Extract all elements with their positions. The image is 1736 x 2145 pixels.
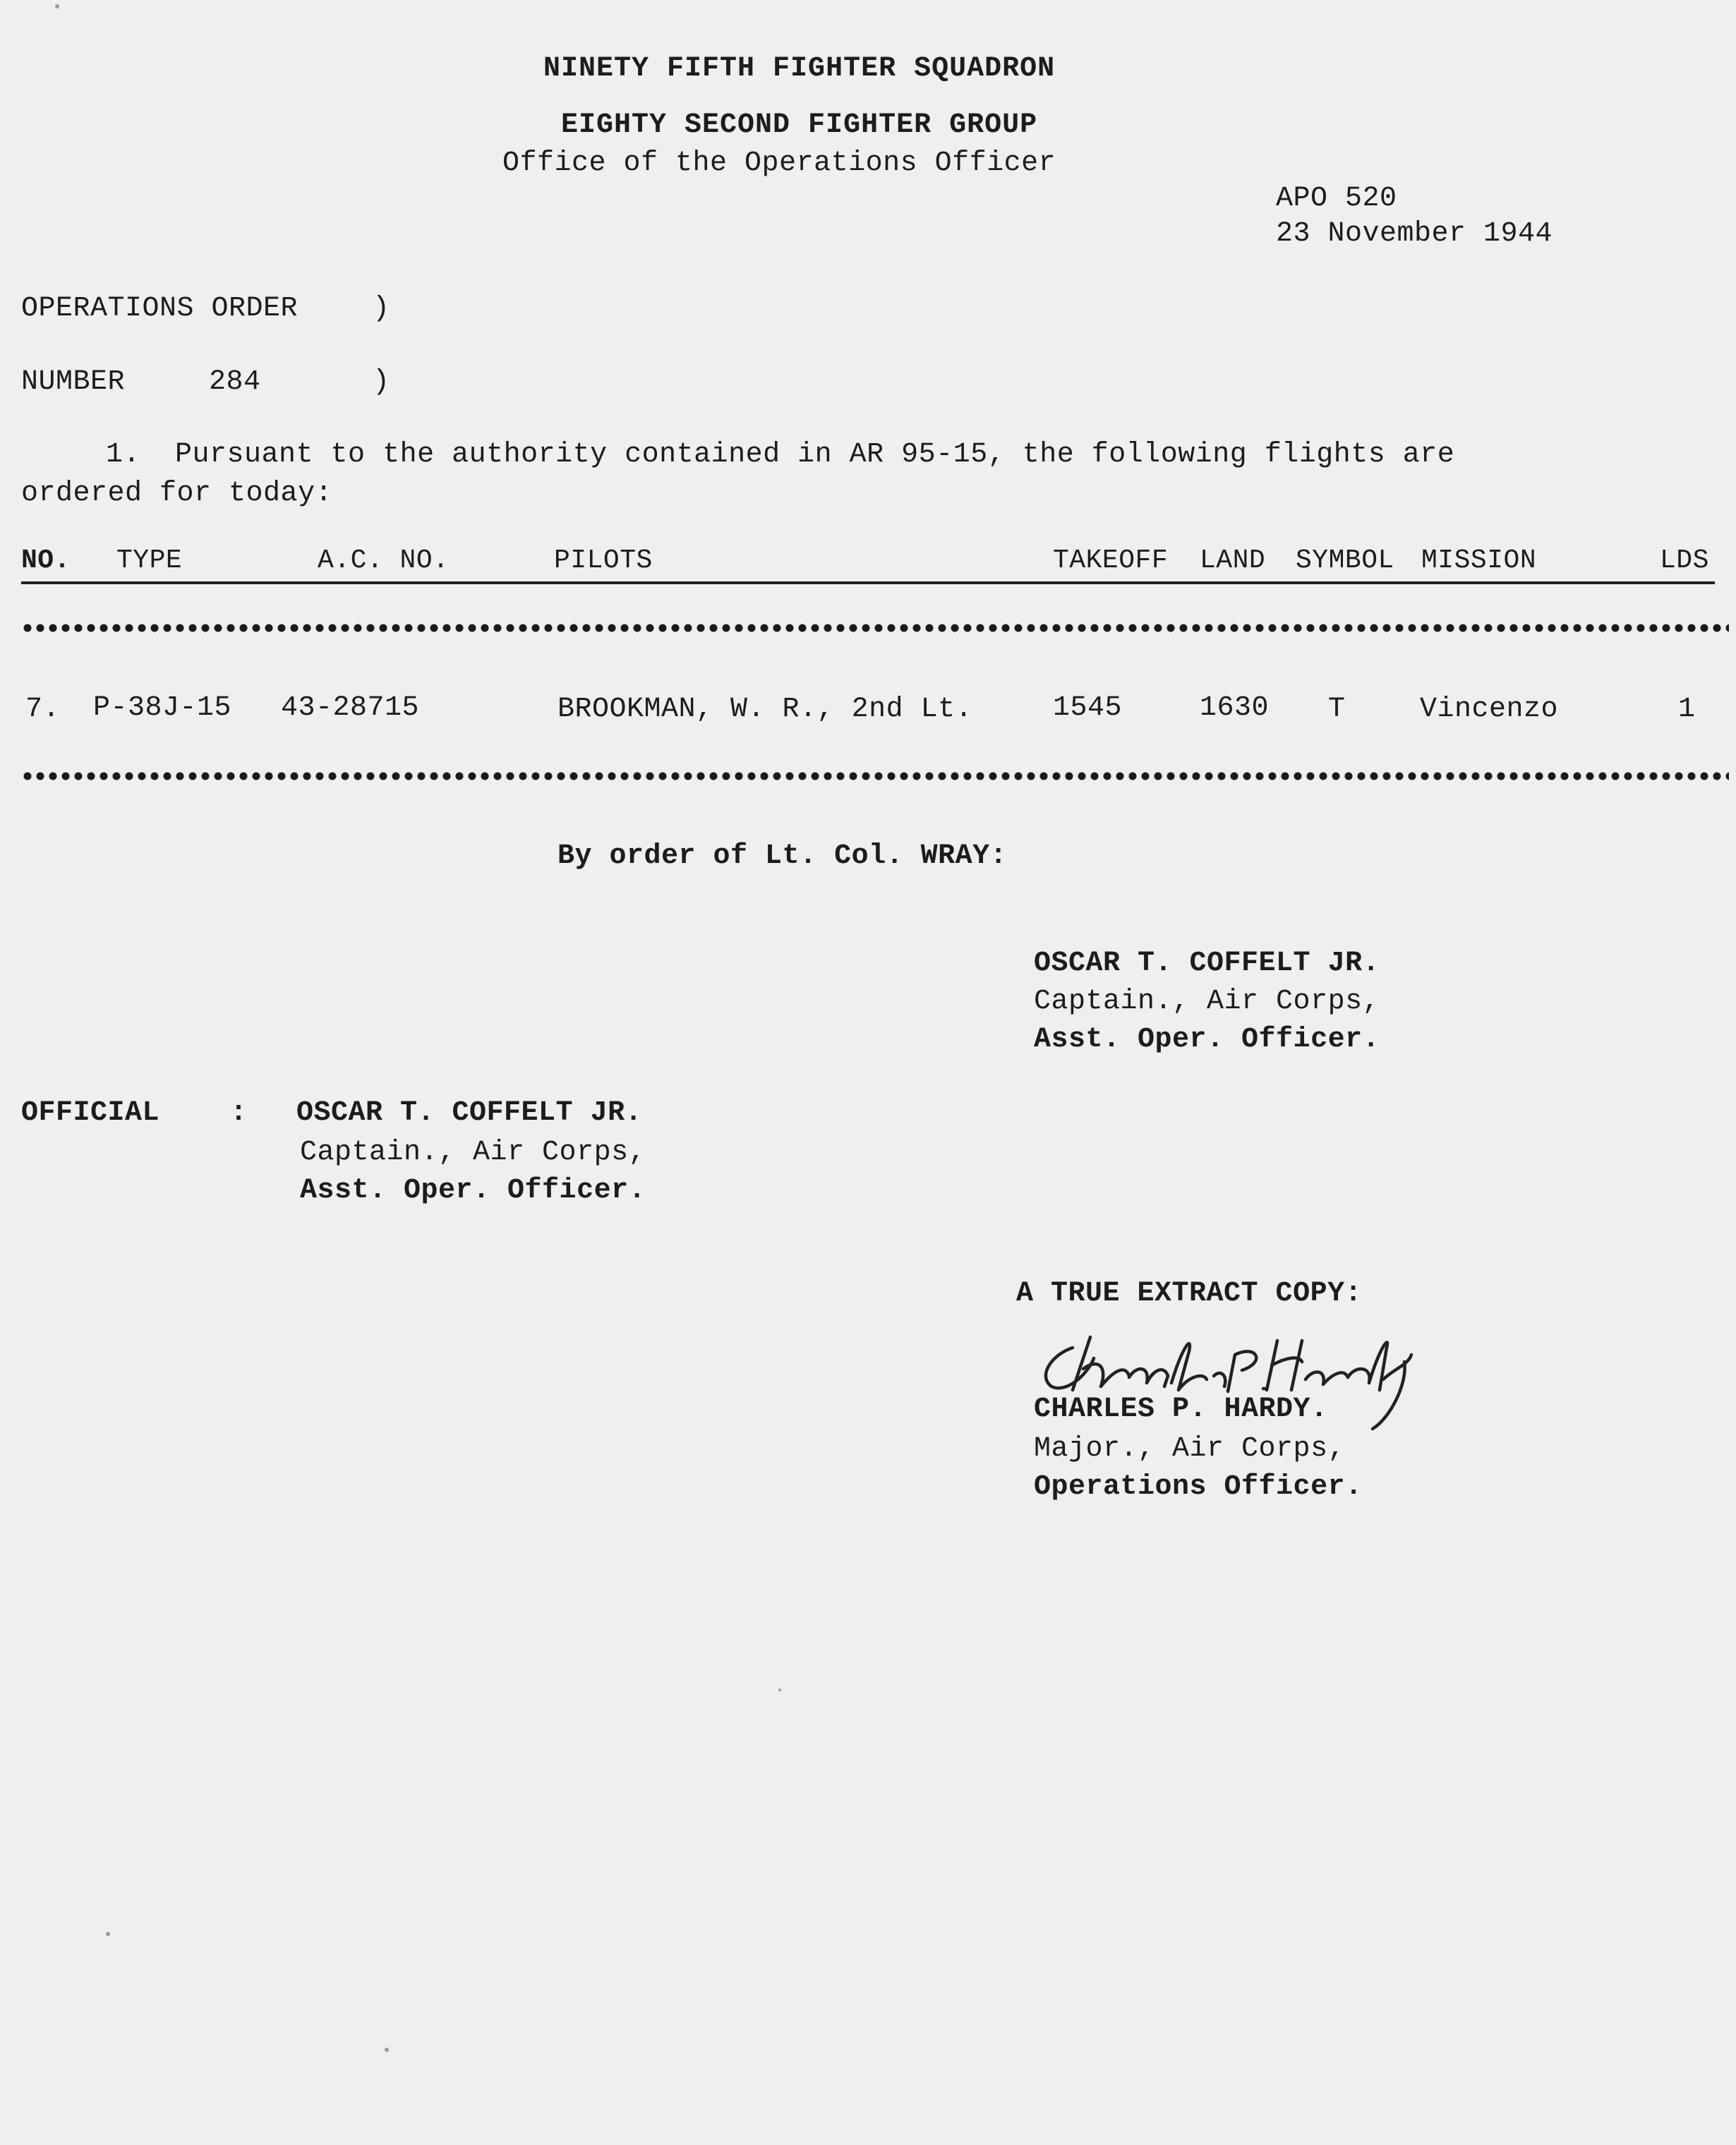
header-line-2: EIGHTY SECOND FIGHTER GROUP bbox=[561, 109, 1038, 141]
official-colon: : bbox=[230, 1097, 248, 1129]
col-header-type: TYPE bbox=[116, 545, 183, 576]
by-order-line: By order of Lt. Col. WRAY: bbox=[557, 840, 1008, 872]
paper-speck bbox=[778, 1688, 781, 1691]
row-no: 7. bbox=[25, 694, 61, 725]
operations-order-paren: ) bbox=[373, 293, 390, 325]
order-number: 284 bbox=[209, 366, 261, 398]
col-header-ac-no: A.C. NO. bbox=[318, 545, 450, 576]
row-land: 1630 bbox=[1200, 692, 1270, 724]
number-label: NUMBER bbox=[21, 366, 126, 398]
apo-number: APO 520 bbox=[1276, 183, 1397, 214]
paragraph-line-2: ordered for today: bbox=[21, 478, 333, 509]
row-takeoff: 1545 bbox=[1053, 692, 1123, 724]
dotted-separator-top bbox=[21, 622, 1729, 634]
number-paren: ) bbox=[373, 366, 390, 398]
row-lds: 1 bbox=[1678, 694, 1696, 725]
col-header-no: NO. bbox=[21, 545, 71, 576]
dotted-separator-bottom bbox=[21, 771, 1729, 782]
table-header-rule bbox=[21, 581, 1715, 584]
paper-speck bbox=[385, 2048, 389, 2052]
official-title: Asst. Oper. Officer. bbox=[300, 1175, 646, 1207]
row-type: P-38J-15 bbox=[93, 692, 232, 724]
true-extract-copy: A TRUE EXTRACT COPY: bbox=[1016, 1278, 1363, 1310]
row-ac-no: 43-28715 bbox=[281, 692, 420, 724]
row-mission: Vincenzo bbox=[1420, 694, 1559, 725]
sig2-title: Operations Officer. bbox=[1034, 1471, 1363, 1503]
sig2-name: CHARLES P. HARDY. bbox=[1034, 1394, 1328, 1425]
row-symbol: T bbox=[1328, 694, 1346, 725]
col-header-symbol: SYMBOL bbox=[1296, 545, 1394, 576]
header-line-1: NINETY FIFTH FIGHTER SQUADRON bbox=[543, 53, 1056, 85]
official-label: OFFICIAL bbox=[21, 1097, 160, 1129]
header-line-3: Office of the Operations Officer bbox=[502, 147, 1056, 179]
col-header-pilots: PILOTS bbox=[554, 545, 653, 576]
col-header-land: LAND bbox=[1200, 545, 1266, 576]
operations-order-label: OPERATIONS ORDER bbox=[21, 293, 299, 325]
col-header-takeoff: TAKEOFF bbox=[1053, 545, 1169, 576]
sig1-title: Asst. Oper. Officer. bbox=[1034, 1024, 1380, 1056]
paper-speck bbox=[55, 4, 59, 8]
sig1-rank: Captain., Air Corps, bbox=[1034, 986, 1380, 1017]
col-header-lds: LDS bbox=[1660, 545, 1709, 576]
sig1-name: OSCAR T. COFFELT JR. bbox=[1034, 948, 1380, 979]
row-pilot: BROOKMAN, W. R., 2nd Lt. bbox=[557, 694, 973, 725]
official-rank: Captain., Air Corps, bbox=[300, 1137, 646, 1168]
document-date: 23 November 1944 bbox=[1276, 218, 1553, 250]
paper-speck bbox=[106, 1932, 110, 1936]
sig2-rank: Major., Air Corps, bbox=[1034, 1433, 1346, 1465]
paragraph-line-1: 1. Pursuant to the authority contained in AR 95-15, the following flights are bbox=[106, 439, 1455, 471]
col-header-mission: MISSION bbox=[1421, 545, 1537, 576]
official-name: OSCAR T. COFFELT JR. bbox=[296, 1097, 643, 1129]
